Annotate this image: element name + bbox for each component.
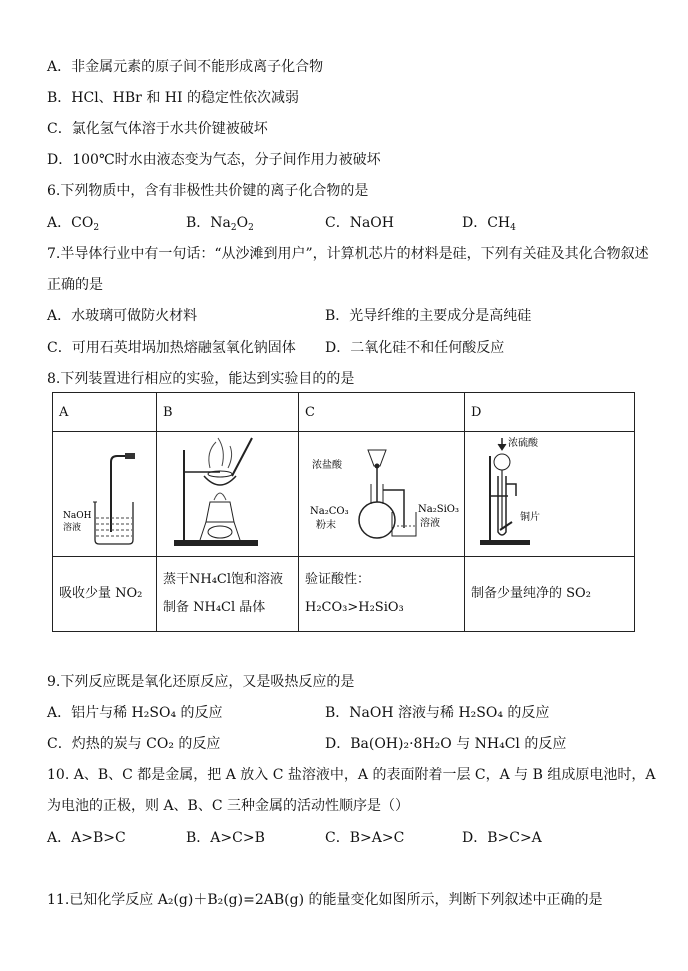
header-a: A	[53, 393, 157, 432]
desc-d: 制备少量纯净的 SO₂	[465, 557, 635, 632]
q7-stem-line1: 7.半导体行业中有一句话：“从沙滩到用户”，计算机芯片的材料是硅，下列有关硅及其化合物叙述	[47, 246, 649, 262]
apparatus-b	[157, 432, 299, 557]
q7-option-b: B．光导纤维的主要成分是高纯硅	[325, 308, 532, 324]
apparatus-d	[465, 432, 635, 557]
evaporation-diagram	[160, 432, 296, 552]
apparatus-c	[299, 432, 465, 557]
q10-option-d: D．B>C>A	[462, 830, 542, 846]
header-d: D	[465, 393, 635, 432]
label-copper: 铜片	[519, 512, 540, 523]
label-solution-c: 溶液	[419, 518, 440, 529]
q6-option-a: A．$CO_2$	[47, 215, 100, 233]
q9-stem: 9.下列反应既是氧化还原反应，又是吸热反应的是	[47, 674, 355, 690]
label-naoh: NaOH	[62, 511, 91, 521]
header-b: B	[157, 393, 299, 432]
label-powder: 粉末	[315, 520, 336, 531]
label-solution-a: 溶液	[62, 523, 81, 533]
q9-option-b: B．NaOH 溶液与稀 H₂SO₄ 的反应	[325, 705, 550, 721]
q9-option-d: D．Ba(OH)₂·8H₂O 与 NH₄Cl 的反应	[325, 736, 567, 752]
q9-option-a: A．铝片与稀 H₂SO₄ 的反应	[47, 705, 223, 721]
q10-stem-line2: 为电池的正极，则 A、B、C 三种金属的活动性顺序是（）	[47, 798, 410, 814]
desc-b: 蒸干NH₄Cl饱和溶液 制备 NH₄Cl 晶体	[157, 557, 299, 632]
desc-a: 吸收少量 NO₂	[53, 557, 157, 632]
header-c: C	[299, 393, 465, 432]
q5-option-a: A．非金属元素的原子间不能形成离子化合物	[47, 59, 324, 75]
q7-stem-line2: 正确的是	[47, 277, 103, 293]
experiment-table	[52, 392, 635, 632]
q6-option-d: D．$CH_4$	[462, 215, 516, 233]
q6-option-c: C．NaOH	[325, 215, 394, 231]
q10-option-c: C．B>A>C	[325, 830, 405, 846]
label-na2co3: Na₂CO₃	[309, 506, 349, 517]
q5-option-c: C．氯化氢气体溶于水共价键被破坏	[47, 121, 268, 137]
q10-option-a: A．A>B>C	[47, 830, 126, 846]
q10-option-b: B．A>C>B	[186, 830, 265, 846]
q5-option-d: D．100℃时水由液态变为气态，分子间作用力被破坏	[47, 152, 381, 168]
q11-stem: 11.已知化学反应 A₂(g)＋B₂(g)=2AB(g) 的能量变化如图所示，判断下列叙述中正确的是	[47, 892, 603, 908]
q9-option-c: C．灼热的炭与 CO₂ 的反应	[47, 736, 221, 752]
q7-option-a: A．水玻璃可做防火材料	[47, 308, 198, 324]
q5-option-b: B．HCl、HBr 和 HI 的稳定性依次减弱	[47, 90, 299, 106]
beaker-diagram	[55, 432, 155, 552]
acidity-diagram	[302, 432, 462, 552]
label-na2sio3: Na₂SiO₃	[417, 504, 459, 515]
q6-option-b: B．$Na_2O_2$	[186, 215, 254, 233]
q7-option-d: D．二氧化硅不和任何酸反应	[325, 340, 505, 356]
q6-stem: 6.下列物质中，含有非极性共价键的离子化合物的是	[47, 183, 369, 199]
label-conc-h2so4: 浓硫酸	[507, 438, 538, 449]
apparatus-a	[53, 432, 157, 557]
desc-c: 验证酸性： H₂CO₃>H₂SiO₃	[299, 557, 465, 632]
q10-stem-line1: 10. A、B、C 都是金属，把 A 放入 C 盐溶液中，A 的表面附着一层 C，A 与 B 组成原电池时，A	[47, 767, 656, 783]
so2-diagram	[468, 432, 632, 552]
q8-stem: 8.下列装置进行相应的实验，能达到实验目的的是	[47, 371, 355, 387]
label-conc-hcl: 浓盐酸	[311, 460, 342, 471]
q7-option-c: C．可用石英坩埚加热熔融氢氧化钠固体	[47, 340, 296, 356]
